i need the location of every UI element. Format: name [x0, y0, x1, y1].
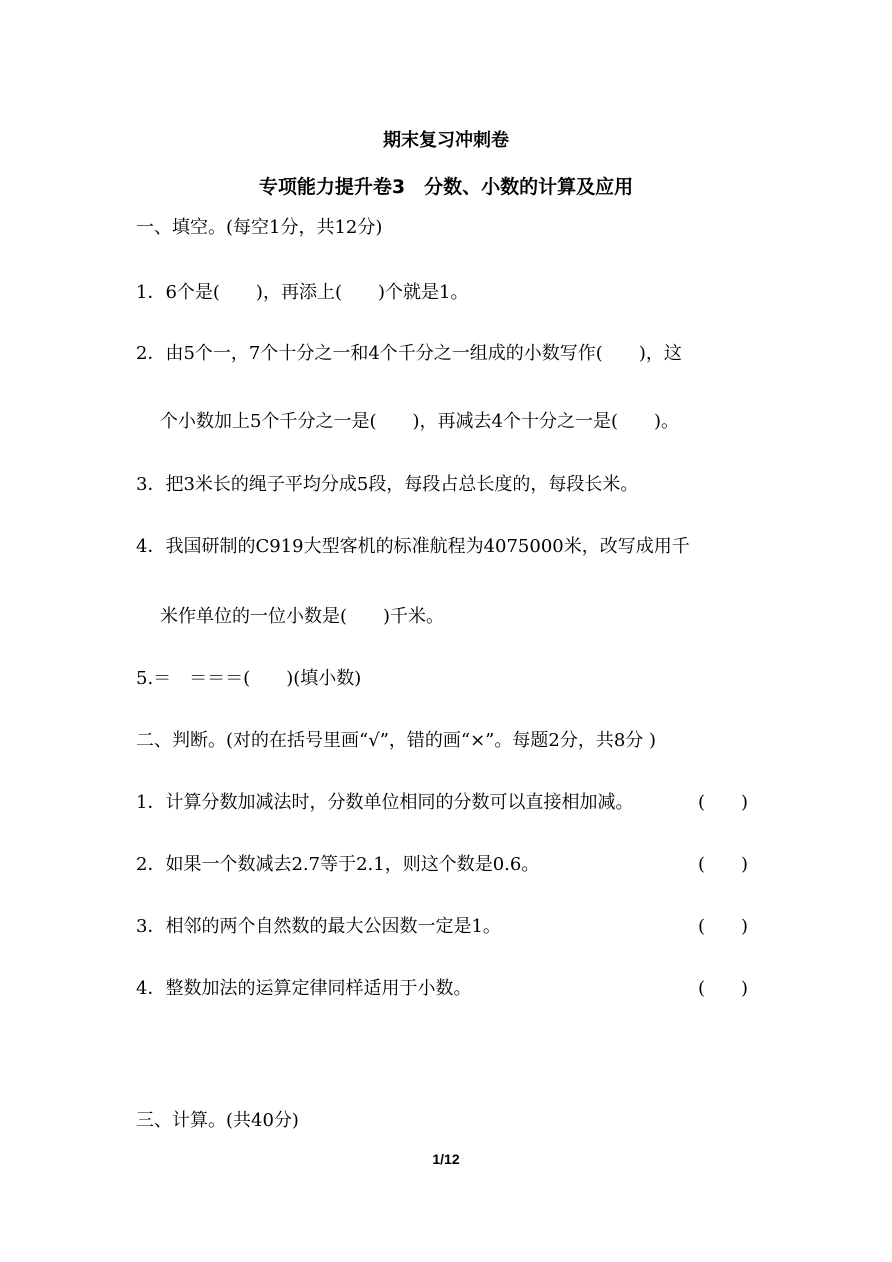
judge-item-4-text: 4．整数加法的运算定律同样适用于小数。: [136, 978, 472, 999]
judge-item-4-answer-box: ( ): [698, 978, 749, 999]
judge-item-1-text: 1．计算分数加减法时，分数单位相同的分数可以直接相加减。: [136, 792, 634, 813]
judge-item-2-text: 2．如果一个数减去2.7等于2.1，则这个数是0.6。: [136, 854, 540, 875]
section1-heading: 一、填空。(每空1分，共12分): [136, 217, 383, 238]
judge-item-3-text: 3．相邻的两个自然数的最大公因数一定是1。: [136, 916, 501, 937]
page-number: 1/12: [432, 1151, 460, 1167]
judge-item-1-answer-box: ( ): [698, 792, 749, 813]
judge-item-3-answer-box: ( ): [698, 916, 749, 937]
question-1-2-line1: 2．由5个一，7个十分之一和4个千分之一组成的小数写作( )，这: [136, 343, 682, 364]
question-1-1: 1．6个是( )，再添上( )个就是1。: [136, 282, 469, 303]
section2-heading: 二、判断。(对的在括号里画“√”，错的画“×”。每题2分，共8分 ): [136, 730, 657, 751]
question-1-4-line2: 米作单位的一位小数是( )千米。: [160, 606, 445, 627]
section3-heading: 三、计算。(共40分): [136, 1110, 299, 1131]
judge-item-2-answer-box: ( ): [698, 854, 749, 875]
question-1-4-line1: 4．我国研制的C919大型客机的标准航程为4075000米，改写成用千: [136, 536, 690, 557]
question-1-3: 3．把3米长的绳子平均分成5段，每段占总长度的，每段长米。: [136, 474, 639, 495]
exam-title: 期末复习冲刺卷: [383, 130, 509, 151]
exam-subtitle: 专项能力提升卷3 分数、小数的计算及应用: [258, 176, 634, 198]
question-1-5: 5.＝ ＝＝＝( )(填小数): [136, 668, 362, 689]
question-1-2-line2: 个小数加上5个千分之一是( )，再减去4个十分之一是( )。: [160, 411, 679, 432]
